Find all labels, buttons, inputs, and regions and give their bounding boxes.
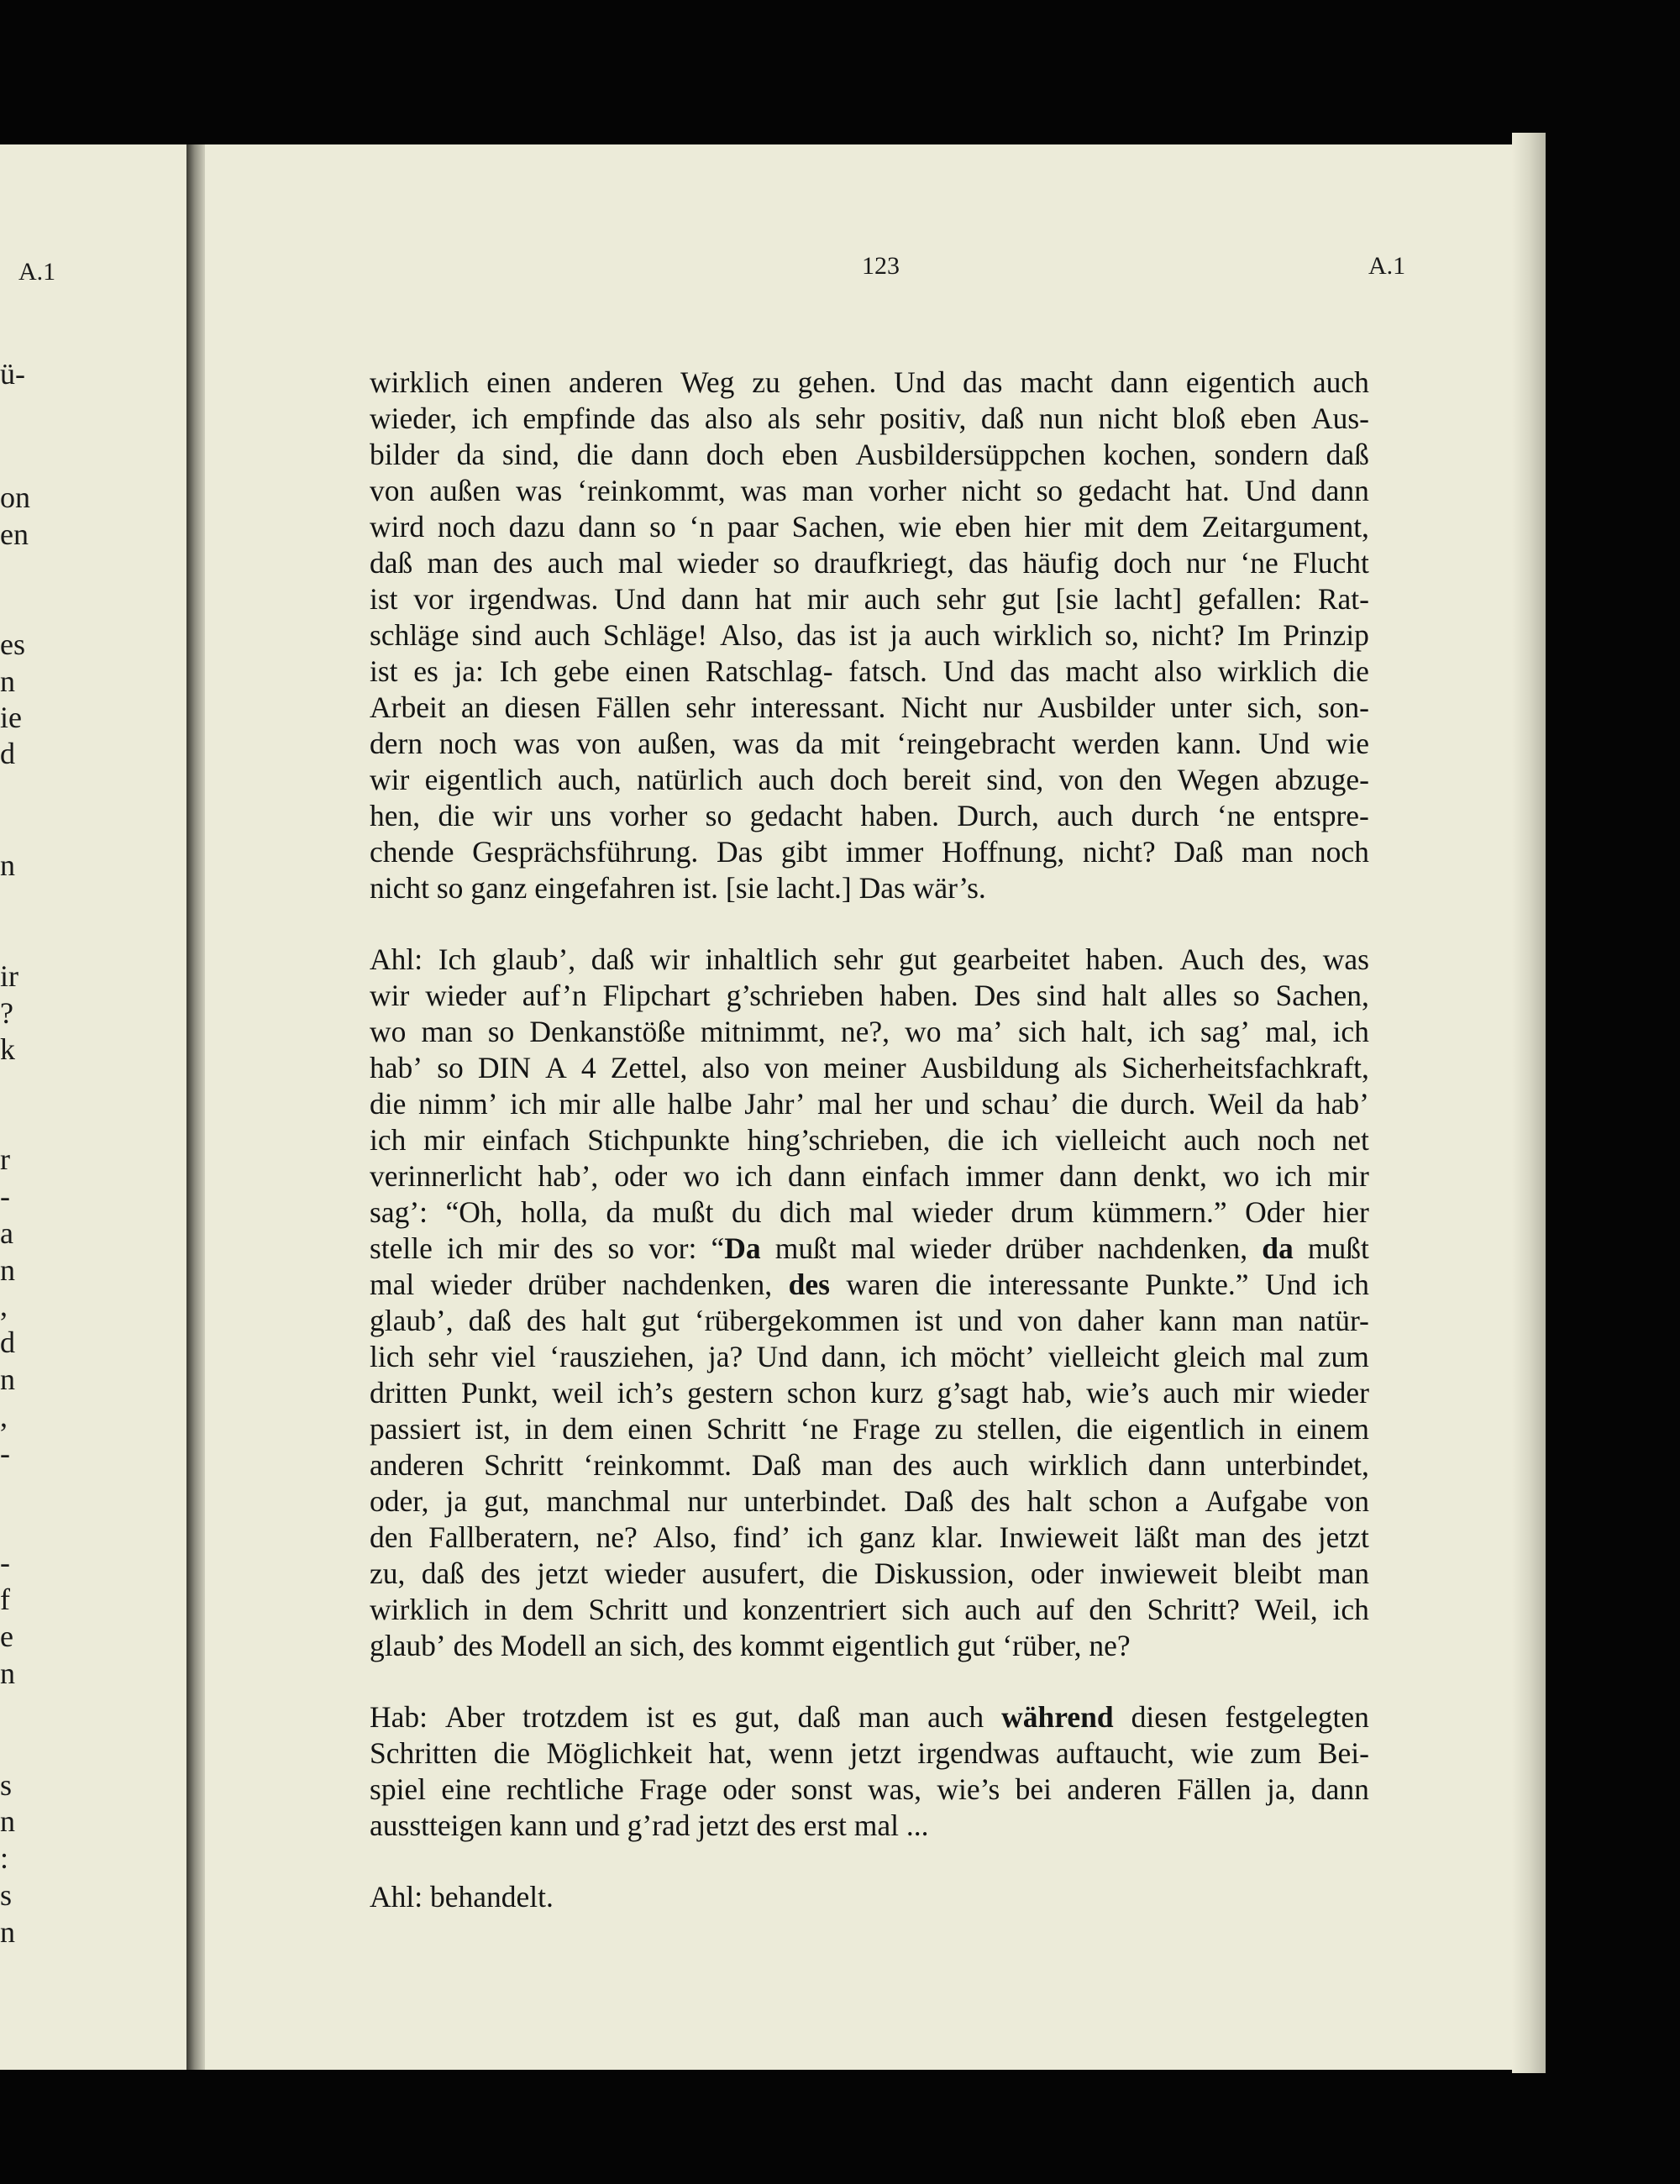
paragraph-gap	[370, 906, 1369, 942]
left-fragment: d	[0, 1326, 15, 1359]
left-page	[0, 144, 186, 2070]
body-text	[370, 365, 1369, 1915]
left-fragment: on	[0, 480, 30, 514]
text-line: verinnerlicht hab’, oder wo ich dann einfach immer dann denkt, wo ich mir	[370, 1159, 1369, 1193]
left-fragment: n	[0, 1253, 15, 1287]
text-line: oder, ja gut, manchmal nur unterbindet. Daß des halt schon a Aufgabe von	[370, 1484, 1369, 1518]
page-number: 123	[862, 252, 900, 280]
left-fragment: n	[0, 1656, 15, 1690]
text-line: stelle ich mir des so vor: “Da mußt mal wieder drüber nachdenken, da mußt	[370, 1231, 1369, 1265]
text-line: nicht so ganz eingefahren ist. [sie lacht.] Das wär’s.	[370, 871, 986, 905]
left-fragment: es	[0, 627, 25, 661]
text-line: wo man so Denkanstöße mitnimmt, ne?, wo ma’ sich halt, ich sag’ mal, ich	[370, 1015, 1369, 1048]
book-gutter	[186, 144, 205, 2070]
page-edge	[1512, 133, 1546, 2073]
left-fragment: :	[0, 1841, 9, 1875]
left-fragment: en	[0, 517, 29, 551]
paragraph	[370, 1699, 1369, 1844]
left-fragment: d	[0, 737, 15, 770]
left-fragment: s	[0, 1878, 13, 1912]
left-fragment: n	[0, 1915, 15, 1949]
text-line: glaub’, daß des halt gut ‘rübergekommen ist und von daher kann man natür-	[370, 1304, 1369, 1337]
left-fragment: e	[0, 1620, 13, 1653]
text-line: den Fallberatern, ne? Also, find’ ich ganz klar. Inwieweit läßt man des jetzt	[370, 1520, 1369, 1554]
left-fragment: -	[0, 1546, 10, 1579]
paragraph-gap	[370, 1664, 1369, 1699]
text-line: bilder da sind, die dann doch eben Ausbildersüppchen kochen, sondern daß	[370, 438, 1369, 471]
left-fragment: s	[0, 1768, 13, 1802]
text-line: dern noch was von außen, was da mit ‘reingebracht werden kann. Und wie	[370, 727, 1369, 760]
text-line: passiert ist, in dem einen Schritt ‘ne Frage zu stellen, die eigentlich in einem	[370, 1412, 1369, 1446]
text-line: hab’ so DIN A 4 Zettel, also von meiner Ausbildung als Sicherheitsfachkraft,	[370, 1051, 1369, 1084]
text-line: Schritten die Möglichkeit hat, wenn jetzt irgendwas auftaucht, wie zum Bei-	[370, 1736, 1369, 1770]
left-fragment: r	[0, 1142, 10, 1176]
left-fragment: a	[0, 1216, 13, 1250]
left-page-header: A.1	[18, 258, 56, 286]
left-fragment: -	[0, 1436, 10, 1470]
text-line: spiel eine rechtliche Frage oder sonst was, wie’s bei anderen Fällen ja, dann	[370, 1772, 1369, 1806]
text-line: chende Gesprächsführung. Das gibt immer Hoffnung, nicht? Daß man noch	[370, 835, 1369, 869]
text-line: hen, die wir uns vorher so gedacht haben. Durch, auch durch ‘ne entspre-	[370, 799, 1369, 832]
paragraph	[370, 1879, 1369, 1915]
text-line: wir eigentlich auch, natürlich auch doch bereit sind, von den Wegen abzuge-	[370, 763, 1369, 796]
text-line: wirklich in dem Schritt und konzentriert sich auch auf den Schritt? Weil, ich	[370, 1593, 1369, 1626]
text-line: sag’: “Oh, holla, da mußt du dich mal wieder drum kümmern.” Oder hier	[370, 1195, 1369, 1229]
text-line: glaub’ des Modell an sich, des kommt eigentlich gut ‘rüber, ne?	[370, 1629, 1131, 1662]
text-line: ist es ja: Ich gebe einen Ratschlag- fatsch. Und das macht also wirklich die	[370, 654, 1369, 688]
text-line: wir wieder auf’n Flipchart g’schrieben haben. Des sind halt alles so Sachen,	[370, 979, 1369, 1012]
left-fragment: n	[0, 1362, 15, 1396]
text-line: ich mir einfach Stichpunkte hing’schrieben, die ich vielleicht auch noch net	[370, 1123, 1369, 1157]
left-fragment: f	[0, 1583, 10, 1616]
text-line: von außen was ‘reinkommt, was man vorher nicht so gedacht hat. Und dann	[370, 474, 1369, 507]
left-fragment: ,	[0, 1289, 8, 1322]
left-fragment: ie	[0, 701, 22, 734]
text-line: anderen Schritt ‘reinkommt. Daß man des auch wirklich dann unterbindet,	[370, 1448, 1369, 1482]
text-line: wirklich einen anderen Weg zu gehen. Und das macht dann eigentich auch	[370, 365, 1369, 399]
text-line: lich sehr viel ‘rausziehen, ja? Und dann, ich möcht’ vielleicht gleich mal zum	[370, 1340, 1369, 1373]
paragraph	[370, 942, 1369, 1664]
text-line: Arbeit an diesen Fällen sehr interessant. Nicht nur Ausbilder unter sich, son-	[370, 690, 1369, 724]
text-line: ausstteigen kann und g’rad jetzt des erst mal ...	[370, 1809, 929, 1842]
left-fragment: -	[0, 1179, 10, 1213]
text-line: dritten Punkt, weil ich’s gestern schon kurz g’sagt hab, wie’s auch mir wieder	[370, 1376, 1369, 1410]
left-fragment: k	[0, 1032, 15, 1066]
text-line: die nimm’ ich mir alle halbe Jahr’ mal her und schau’ die durch. Weil da hab’	[370, 1087, 1369, 1121]
paragraph-gap	[370, 1844, 1369, 1879]
text-line: Ahl: Ich glaub’, daß wir inhaltlich sehr gut gearbeitet haben. Auch des, was	[370, 942, 1369, 976]
left-fragment: ,	[0, 1399, 8, 1433]
left-fragment: ü-	[0, 357, 25, 391]
text-line: schläge sind auch Schläge! Also, das ist ja auch wirklich so, nicht? Im Prinzip	[370, 618, 1369, 652]
text-line: wieder, ich empfinde das also als sehr positiv, daß nun nicht bloß eben Aus-	[370, 402, 1369, 435]
section-header: A.1	[1368, 252, 1406, 280]
paragraph	[370, 365, 1369, 906]
left-fragment: n	[0, 1804, 15, 1838]
right-page	[205, 144, 1546, 2070]
text-line: daß man des auch mal wieder so draufkriegt, das häufig doch nur ‘ne Flucht	[370, 546, 1369, 580]
left-fragment: n	[0, 664, 15, 698]
text-line: Hab: Aber trotzdem ist es gut, daß man auch während diesen festgelegten	[370, 1700, 1369, 1734]
left-fragment: ?	[0, 996, 13, 1030]
text-line: zu, daß des jetzt wieder ausufert, die Diskussion, oder inwieweit bleibt man	[370, 1557, 1369, 1590]
text-line: ist vor irgendwas. Und dann hat mir auch sehr gut [sie lacht] gefallen: Rat-	[370, 582, 1369, 616]
text-line: wird noch dazu dann so ‘n paar Sachen, wie eben hier mit dem Zeitargument,	[370, 510, 1369, 543]
left-fragment: n	[0, 848, 15, 882]
text-line: mal wieder drüber nachdenken, des waren die interessante Punkte.” Und ich	[370, 1268, 1369, 1301]
text-line: Ahl: behandelt.	[370, 1880, 554, 1914]
left-fragment: ir	[0, 959, 18, 993]
